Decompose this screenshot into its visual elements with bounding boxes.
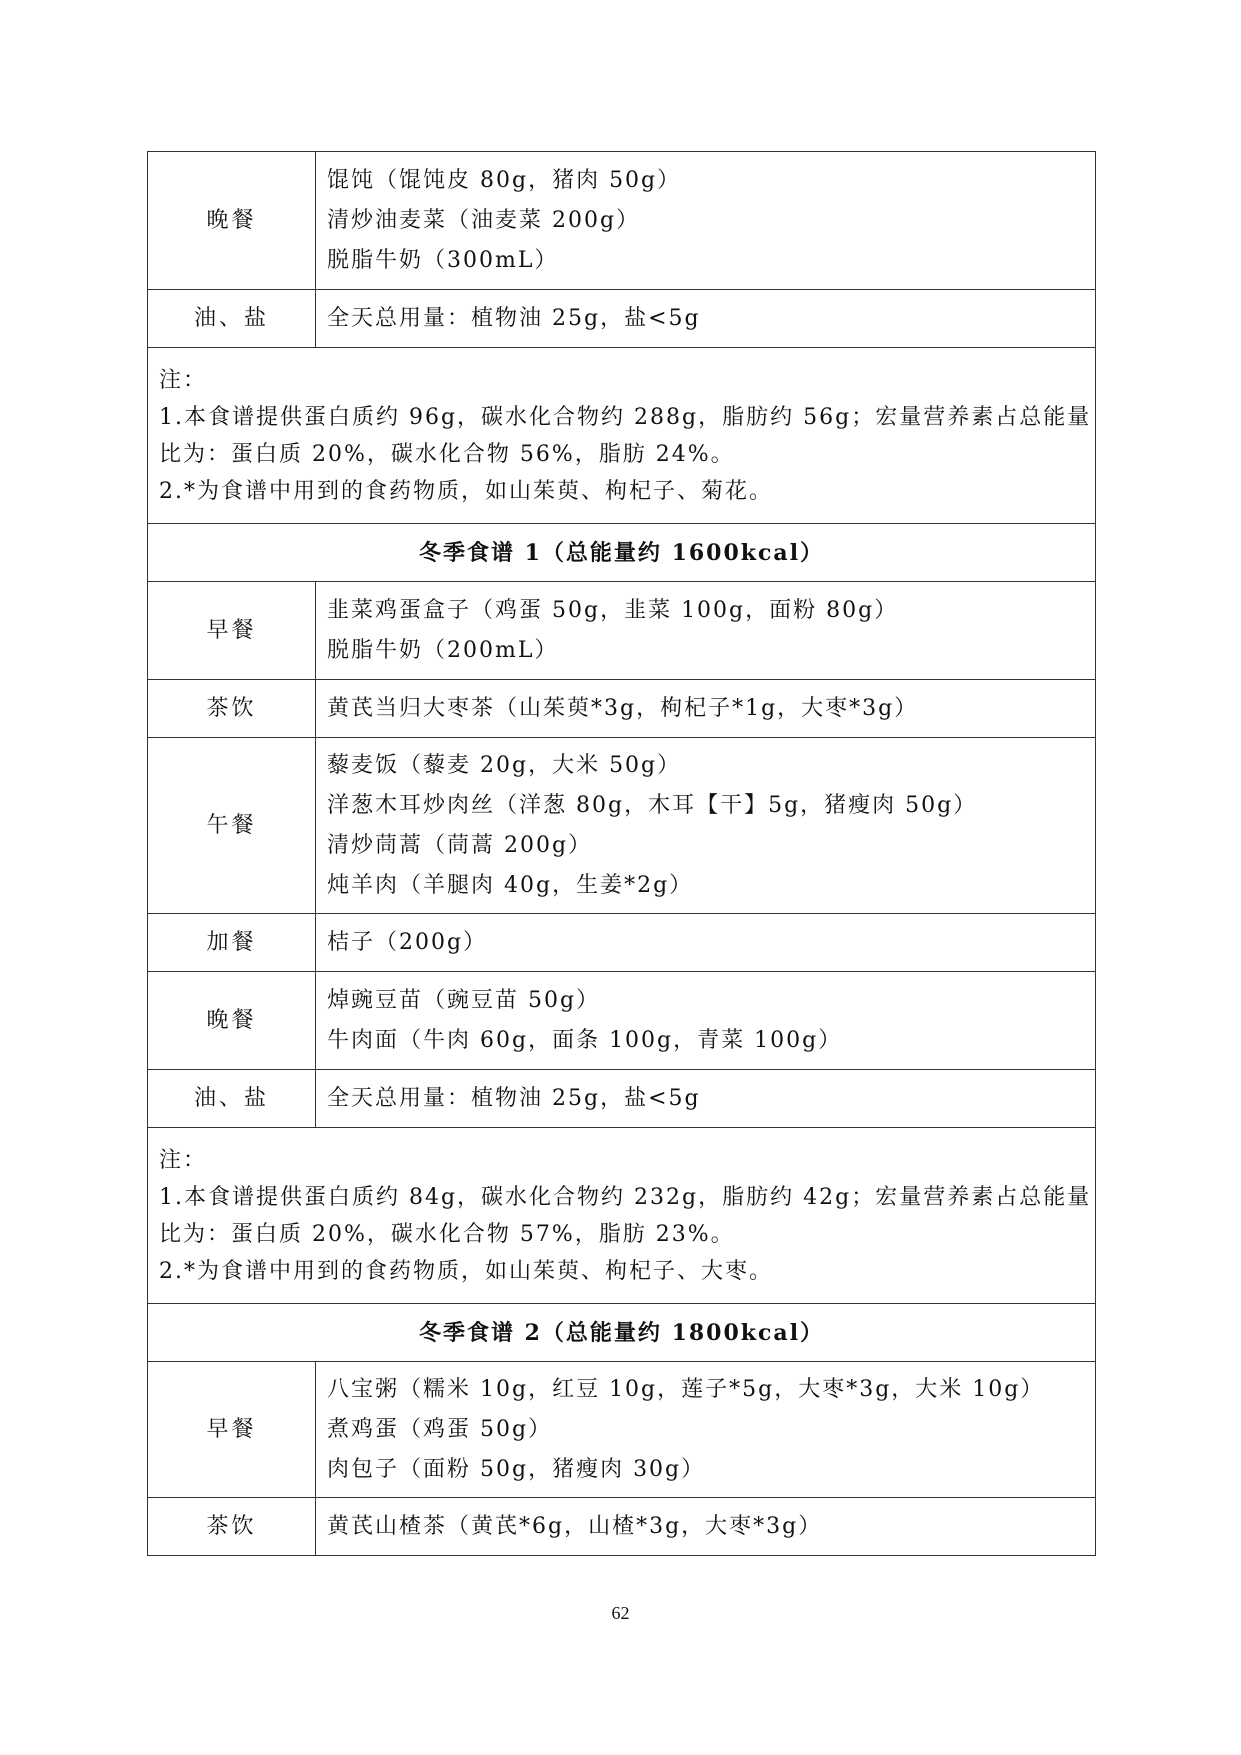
meal-items [316, 1498, 1096, 1556]
meal-items [316, 972, 1096, 1070]
note-line: 注： [159, 367, 208, 393]
meal-name: 晚餐 [148, 152, 316, 290]
menu-item: 牛肉面（牛肉 60g，面条 100g，青菜 100g） [327, 1027, 843, 1053]
menu-item: 肉包子（面粉 50g，猪瘦肉 30g） [327, 1456, 706, 1482]
meal-name: 早餐 [148, 1362, 316, 1498]
note-line: 1.本食谱提供蛋白质约 84g，碳水化合物约 232g，脂肪约 42g；宏量营养素占总能量比为：蛋白质 20%，碳水化合物 57%，脂肪 23%。 [159, 1184, 1092, 1247]
note-line: 注： [159, 1147, 208, 1173]
meal-items [316, 914, 1096, 972]
meal-row [148, 152, 1096, 290]
meal-row [148, 680, 1096, 738]
note-cell [148, 348, 1096, 524]
meal-items [316, 680, 1096, 738]
meal-items [316, 738, 1096, 914]
menu-item: 藜麦饭（藜麦 20g，大米 50g） [327, 752, 682, 778]
meal-row [148, 1498, 1096, 1556]
meal-name: 加餐 [148, 914, 316, 972]
meal-row [148, 738, 1096, 914]
meal-items [316, 582, 1096, 680]
meal-name: 茶饮 [148, 680, 316, 738]
menu-item: 馄饨（馄饨皮 80g，猪肉 50g） [327, 167, 682, 193]
menu-item: 黄芪山楂茶（黄芪*6g，山楂*3g，大枣*3g） [327, 1513, 823, 1539]
note-row [148, 1128, 1096, 1304]
meal-row [148, 290, 1096, 348]
meal-items [316, 152, 1096, 290]
section-header-row [148, 1304, 1096, 1362]
menu-item: 洋葱木耳炒肉丝（洋葱 80g，木耳【干】5g，猪瘦肉 50g） [327, 792, 978, 818]
note-line: 2.*为食谱中用到的食药物质，如山茱萸、枸杞子、菊花。 [159, 478, 773, 504]
section-title: 冬季食谱 1（总能量约 1600kcal） [148, 524, 1096, 582]
menu-item: 桔子（200g） [327, 929, 488, 955]
menu-item: 清炒茼蒿（茼蒿 200g） [327, 832, 593, 858]
meal-row [148, 1070, 1096, 1128]
diet-menu-table [147, 151, 1096, 1556]
meal-name: 晚餐 [148, 972, 316, 1070]
menu-item: 全天总用量：植物油 25g，盐<5g [327, 305, 701, 331]
meal-name: 午餐 [148, 738, 316, 914]
meal-row [148, 972, 1096, 1070]
section-header-row [148, 524, 1096, 582]
meal-name: 早餐 [148, 582, 316, 680]
note-cell [148, 1128, 1096, 1304]
meal-items [316, 1362, 1096, 1498]
menu-item: 韭菜鸡蛋盒子（鸡蛋 50g，韭菜 100g，面粉 80g） [327, 597, 899, 623]
menu-item: 八宝粥（糯米 10g，红豆 10g，莲子*5g，大枣*3g，大米 10g） [327, 1376, 1045, 1402]
note-line: 2.*为食谱中用到的食药物质，如山茱萸、枸杞子、大枣。 [159, 1258, 773, 1284]
note-row [148, 348, 1096, 524]
menu-item: 脱脂牛奶（200mL） [327, 637, 559, 663]
meal-items [316, 290, 1096, 348]
menu-item: 脱脂牛奶（300mL） [327, 247, 559, 273]
menu-item: 焯豌豆苗（豌豆苗 50g） [327, 987, 601, 1013]
menu-item: 全天总用量：植物油 25g，盐<5g [327, 1085, 701, 1111]
menu-item: 煮鸡蛋（鸡蛋 50g） [327, 1416, 553, 1442]
section-title: 冬季食谱 2（总能量约 1800kcal） [148, 1304, 1096, 1362]
meal-row [148, 914, 1096, 972]
page-number: 62 [611, 1603, 630, 1623]
meal-items [316, 1070, 1096, 1128]
meal-row [148, 582, 1096, 680]
meal-row [148, 1362, 1096, 1498]
meal-name: 油、盐 [148, 1070, 316, 1128]
menu-item: 清炒油麦菜（油麦菜 200g） [327, 207, 641, 233]
menu-item: 炖羊肉（羊腿肉 40g，生姜*2g） [327, 872, 694, 898]
meal-name: 茶饮 [148, 1498, 316, 1556]
note-line: 1.本食谱提供蛋白质约 96g，碳水化合物约 288g，脂肪约 56g；宏量营养素占总能量比为：蛋白质 20%，碳水化合物 56%，脂肪 24%。 [159, 404, 1092, 467]
menu-item: 黄芪当归大枣茶（山茱萸*3g，枸杞子*1g，大枣*3g） [327, 695, 919, 721]
meal-name: 油、盐 [148, 290, 316, 348]
